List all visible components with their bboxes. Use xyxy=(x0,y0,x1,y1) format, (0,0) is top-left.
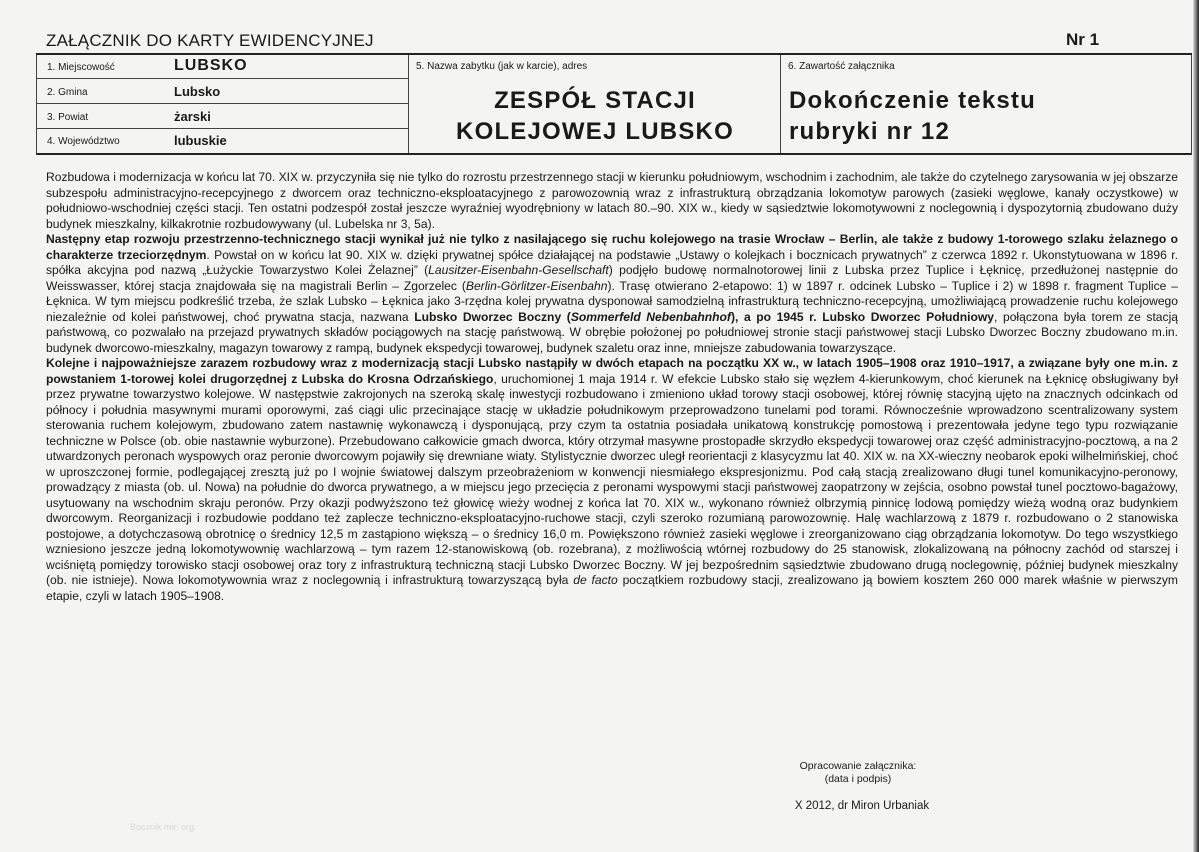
bold-text: ), a po 1945 r. Lubsko Dworzec Południowy xyxy=(730,309,994,324)
field-value: żarski xyxy=(174,109,211,124)
paragraph-2 xyxy=(46,232,1178,356)
field-label: 1. Miejscowość xyxy=(47,62,115,73)
body-text xyxy=(46,170,1178,604)
field-value: Lubsko xyxy=(174,84,221,99)
field-row-wojewodztwo xyxy=(37,129,408,153)
faint-stamp: Bocznik mir. org. xyxy=(130,822,197,832)
monument-name-line2: KOLEJOWEJ LUBSKO xyxy=(456,118,734,145)
paragraph-1: Rozbudowa i modernizacja w końcu lat 70. XIX w. przyczyniła się nie tylko do rozrostu przestrzennego stacji w kierunku południowym, wschodnim i zachodnim, ale także do czytelnego zarysowania w jej obszarze subzespołu administracyjno-recepcyjnego z dworcem oraz techniczno-eksploatacyjnego z parowozownią wraz z infrastrukturą obrządzania lokomotyw parowych (zasieki węglowe, kanały oczystkowe) w południowo-wschodniej części stacji. Ten ostatni podzespół został jeszcze wyraźniej wyodrębniony w latach 80.–90. XIX w., kiedy w sąsiedztwie lokomotywowni z noclegownią i dyspozytornią zbudowano duży budynek mieszkalny, kilkakrotnie rozbudowywany (ul. Lubelska nr 3, 5a). xyxy=(46,170,1178,231)
bold-italic-text: Sommerfeld Nebenbahnhof xyxy=(570,309,731,324)
bold-text: Następny etap rozwoju przestrzenno-technicznego stacji wynikał już nie tylko z nasilającego się ruchu kolejowego na trasie Wrocław – Berlin, ale także z budowy 1-torowego szlaku żelaznego o charakterze trzeciorzędnym xyxy=(46,232,1178,262)
text: ) podjęło budowę normalnotorowej linii z Lubska przez Tuplice i Łęknicę, przedłużonej następnie do Weisswasser, której stacja znajdowała się na magistrali Berlin – Zgorzelec ( xyxy=(46,263,1178,293)
field-value: lubuskie xyxy=(174,133,227,148)
field-row-miejscowosc xyxy=(37,55,408,79)
header-grid xyxy=(36,55,1192,155)
location-fields xyxy=(37,55,409,153)
scan-edge xyxy=(1193,0,1199,852)
field-label: 6. Zawartość załącznika xyxy=(788,61,895,72)
attachment-content-line2: rubryki nr 12 xyxy=(789,118,950,145)
italic-text: de facto xyxy=(573,573,618,587)
monument-name-line1: ZESPÓŁ STACJI xyxy=(494,87,696,114)
document-title: ZAŁĄCZNIK DO KARTY EWIDENCYJNEJ xyxy=(46,31,374,50)
bold-text: Kolejne i najpoważniejsze zarazem rozbudowy wraz z modernizacją stacji Lubsko nastąpiły w dwóch etapach na początku XX w., w latach 1905–1908 oraz 1910–1917, a związane były one m.in. z powstaniem 1-torowej kolei drugorzędnej z Lubska do Krosna Odrzańskiego xyxy=(46,356,1178,386)
text: , połączona była torem ze stacją państwową, co pozwalało na przejazd prywatnych składów pociągowych na stację państwową. W obrębie położonej po południowej stronie stacji państwowej stacji Lubsko Dworzec Boczny zbudowano m.in. budynek dworcowo-mieszkalny, magazyn towarowy z rampą, budynek ekspedycji towarowej, budynek szaletu oraz inne, mniejsze zabudowania towarzyszące. xyxy=(46,309,1178,355)
monument-name xyxy=(409,85,781,147)
field-label: 4. Województwo xyxy=(47,136,120,147)
text: początkiem rozbudowy stacji, zrealizowano ją bowiem kosztem 260 000 marek właśnie w pierwszym etapie, czyli w latach 1905–1908. xyxy=(46,573,1179,603)
field-label: 5. Nazwa zabytku (jak w karcie), adres xyxy=(416,61,588,72)
text: ). Trasę otwierano 2-etapowo: 1) w 1897 r. odcinek Lubsko – Tuplice i 2) w 1898 r. fragment Tuplice – Łęknica. W tym miejscu podkreślić trzeba, że szlak Lubsko – Łęknica jako 3-rzędna kolej prywatna dysponował samodzielną infrastrukturą techniczno-recepcyjną, umożliwiającą prowadzenie ruchu kolejowego niezależnie od kolei państwowej, choć prywatna stacja, nazwana xyxy=(46,278,1178,324)
attachment-content-field xyxy=(781,55,1191,153)
paragraph-3 xyxy=(46,356,1178,604)
field-label: 3. Powiat xyxy=(47,112,89,123)
date-author: X 2012, dr Miron Urbaniak xyxy=(794,800,930,812)
attachment-content xyxy=(789,85,1036,147)
field-row-powiat xyxy=(37,105,408,129)
text: , uruchomionej 1 maja 1914 r. W efekcie Lubsko stało się węzłem 4-kierunkowym, choć kierunek na Łęknicę obsługiwany był przez prywatne towarzystwo kolejowe. W następstwie zakrojonych na szeroką skalę inwestycji rozbudowano i zmieniono układ torowy stacji osobowej, której równię stacyjną ujęto na znacznych odcinkach od północy i południa masywnymi murami oporowymi, zaś ciągi ulic przecinające stację w układzie południkowym przeprowadzono tunelami pod torami. Równocześnie wprowadzono scentralizowany system sterowania ruchem kolejowym, zbudowano zatem nastawnię wykonawczą i dysponującą, przy czym ta ostatnia posiadała unikatową konstrukcję pomostową i prezentowała jedyne tego typu rozwiązanie techniczne w Polsce (ob. obie nastawnie wyburzone). Przebudowano całkowicie gmach dworca, który otrzymał masywne prostopadłe skrzydło ekspedycji towarowej oraz część administracyjno-pocztową, a na 2 utwardzonych peronach wyspowych oraz peronie dworcowym pojawiły się drewniane wiaty. Stylistycznie dworzec uległ reorientacji z klasycyzmu lat 40. XIX w. na XX-wieczny neobarok epoki wilhelmińskiej, choć w uproszczonej formie, podlegającej zresztą już po I wojnie światowej dalszym przeobrażeniom w konwencji niesmiałego ekspresjonizmu. Pod całą stacją zrealizowano długi tunel komunikacyjno-peronowy, prowadzący z miasta (ob. ul. Nowa) na południe do dworca prywatnego, a w miejscu jego przecięcia z peronami wyspowymi stacji państwowej zaopatrzony w zejścia, osobno powstał tunel pocztowo-bagażowy, usytuowany na wschodnim skraju peronów. Przy okazji podwyższono też głowicę wieży wodnej z końca lat 70. XIX w., wykonano również olbrzymią pinnicę lodową pomiędzy wieżą wodną oraz budynkiem dworcowym. Reorganizacji i rozbudowie poddano też zaplecze techniczno-eksploatacyjno-ruchowe stacji, czyli szeroko rozumianą parowozownię. Halę wachlarzową z 1879 r. rozbudowano o 2 stanowiska postojowe, a dotychczasową obrotnicę o średnicy 12,5 m zastąpiono większą – o średnicy 16,0 m. Powiększono również zasieki węglowe i zreorganizowano ciąg obrządzania lokomotyw. Do tego wszystkiego wzniesiono jeszcze jedną lokomotywownię wachlarzową – tym razem 12-stanowiskową (ob. rozebrana), z możliwością wtórnej rozbudowy do 25 stanowisk, zlokalizowaną na północny zachód od starszej i wciśniętą pomiędzy torowisko stacji osobowej oraz tory z infrastrukturą techniczną stacji Lubsko Dworzec Boczny. W jej bezpośrednim sąsiedztwie zbudowano drugą noclegownię, później budynek mieszkalny (ob. nie istnieje). Nowa lokomotywownia wraz z noclegownią i infrastrukturą towarzyszącą była xyxy=(46,371,1179,587)
field-value: LUBSKO xyxy=(174,57,248,74)
attachment-number: Nr 1 xyxy=(1066,30,1100,49)
signature-caption-line1: Opracowanie załącznika: xyxy=(799,760,917,772)
attachment-content-line1: Dokończenie tekstu xyxy=(789,87,1036,114)
text: . Powstał on w końcu lat 90. XIX w. dzięki prywatnej spółce działającej na podstawie „Ustawy o kolejkach i bocznicach prywatnych” z czerwca 1892 r. Ukonstytuowana w 1896 r. spółka akcyjna pod nazwą „Łużyckie Towarzystwo Kolei Żelaznej” ( xyxy=(46,247,1178,277)
field-row-gmina xyxy=(37,80,408,104)
italic-text: Berlin-Görlitzer-Eisenbahn xyxy=(465,278,608,293)
italic-text: Lausitzer-Eisenbahn-Gesellschaft xyxy=(428,263,609,277)
signature-caption-line2: (data i podpis) xyxy=(824,773,892,785)
field-label: 2. Gmina xyxy=(47,87,88,98)
monument-name-field xyxy=(409,55,781,153)
bold-text: Lubsko Dworzec Boczny ( xyxy=(414,309,571,324)
signature-caption xyxy=(760,760,956,786)
